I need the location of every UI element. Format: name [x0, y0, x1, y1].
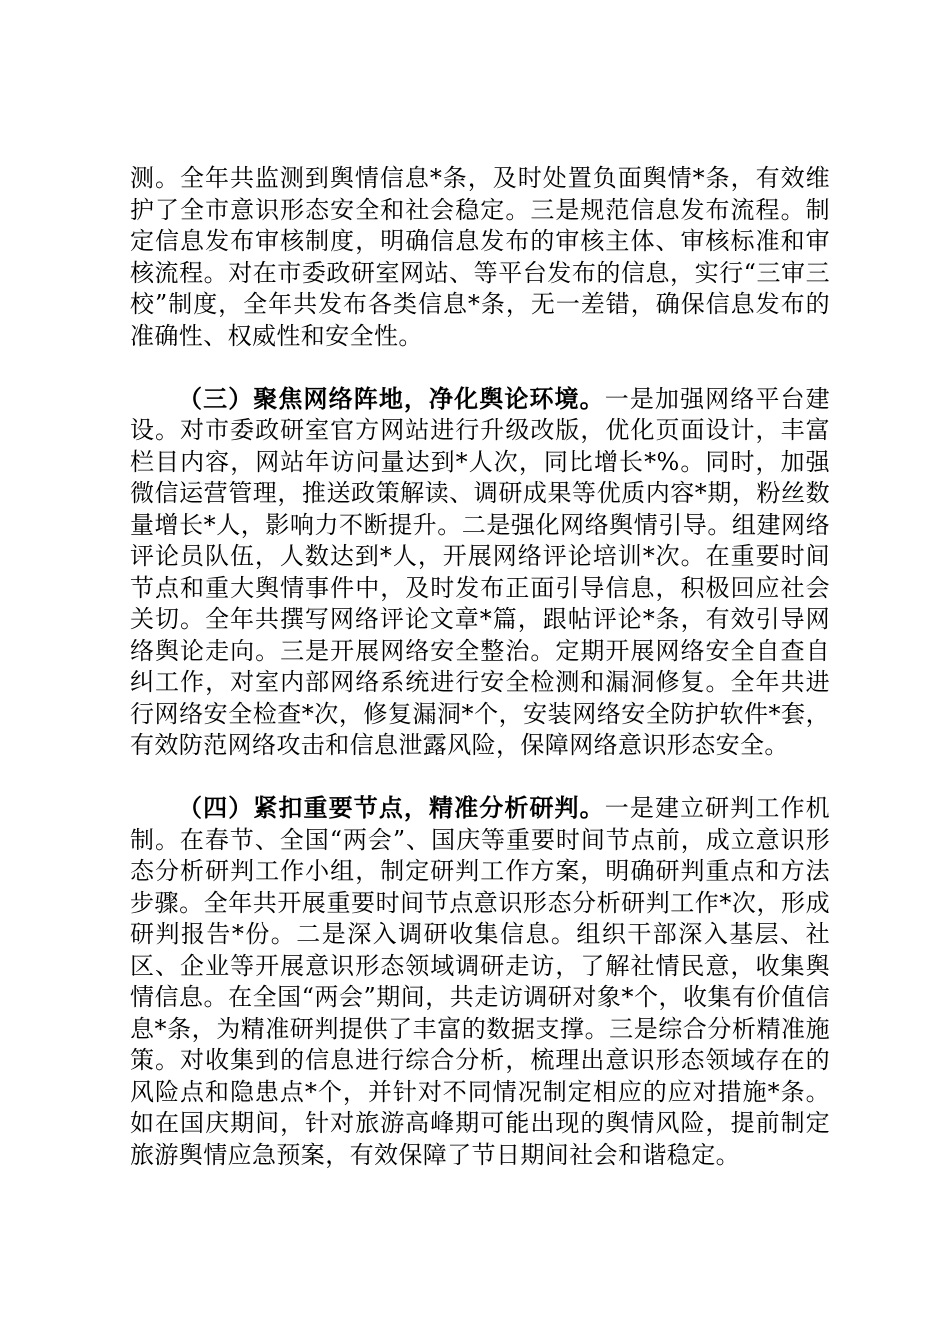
paragraph-body: 一是建立研判工作机制。在春节、全国“两会”、国庆等重要时间节点前，成立意识形态分析研判工作小组，制定研判工作方案，明确研判重点和方法步骤。全年共开展重要时间节点意识形态分析研判工作*次，形成研判报告*份。二是深入调研收集信息。组织干部深入基层、社区、企业等开展意识形态领域调研走访，了解社情民意，收集舆情信息。在全国“两会”期间，共走访调研对象*个，收集有价值信息*条，为精准研判提供了丰富的数据支撑。三是综合分析精准施策。对收集到的信息进行综合分析，梳理出意识形态领域存在的风险点和隐患点*个，并针对不同情况制定相应的应对措施*条。如在国庆期间，针对旅游高峰期可能出现的舆情风险，提前制定旅游舆情应急预案，有效保障了节日期间社会和谐稳定。: [130, 794, 830, 1169]
paragraph-body: 一是加强网络平台建设。对市委政研室官方网站进行升级改版，优化页面设计，丰富栏目内容，网站年访问量达到*人次，同比增长*%。同时，加强微信运营管理，推送政策解读、调研成果等优质内容*期，粉丝数量增长*人，影响力不断提升。二是强化网络舆情引导。组建网络评论员队伍，人数达到*人，开展网络评论培训*次。在重要时间节点和重大舆情事件中，及时发布正面引导信息，积极回应社会关切。全年共撰写网络评论文章*篇，跟帖评论*条，有效引导网络舆论走向。三是开展网络安全整治。定期开展网络安全自查自纠工作，对室内部网络系统进行安全检测和漏洞修复。全年共进行网络安全检查*次，修复漏洞*个，安装网络安全防护软件*套，有效防范网络攻击和信息泄露风险，保障网络意识形态安全。: [130, 384, 830, 759]
paragraph-body: 测。全年共监测到舆情信息*条，及时处置负面舆情*条，有效维护了全市意识形态安全和社会稳定。三是规范信息发布流程。制定信息发布审核制度，明确信息发布的审核主体、审核标准和审核流程。对在市委政研室网站、等平台发布的信息，实行“三审三校”制度，全年共发布各类信息*条，无一差错，确保信息发布的准确性、权威性和安全性。: [130, 164, 830, 350]
document-page: [130, 163, 830, 1171]
paragraph-spacer: [130, 762, 830, 794]
section-heading-four: （四）紧扣重要节点，精准分析研判。: [178, 794, 605, 822]
section-heading-three: （三）聚焦网络阵地，净化舆论环境。: [178, 384, 605, 413]
paragraph-section-four: [130, 793, 830, 1171]
paragraph-monitoring-continued: [130, 163, 830, 352]
paragraph-spacer: [130, 352, 830, 384]
paragraph-section-three: [130, 384, 830, 762]
